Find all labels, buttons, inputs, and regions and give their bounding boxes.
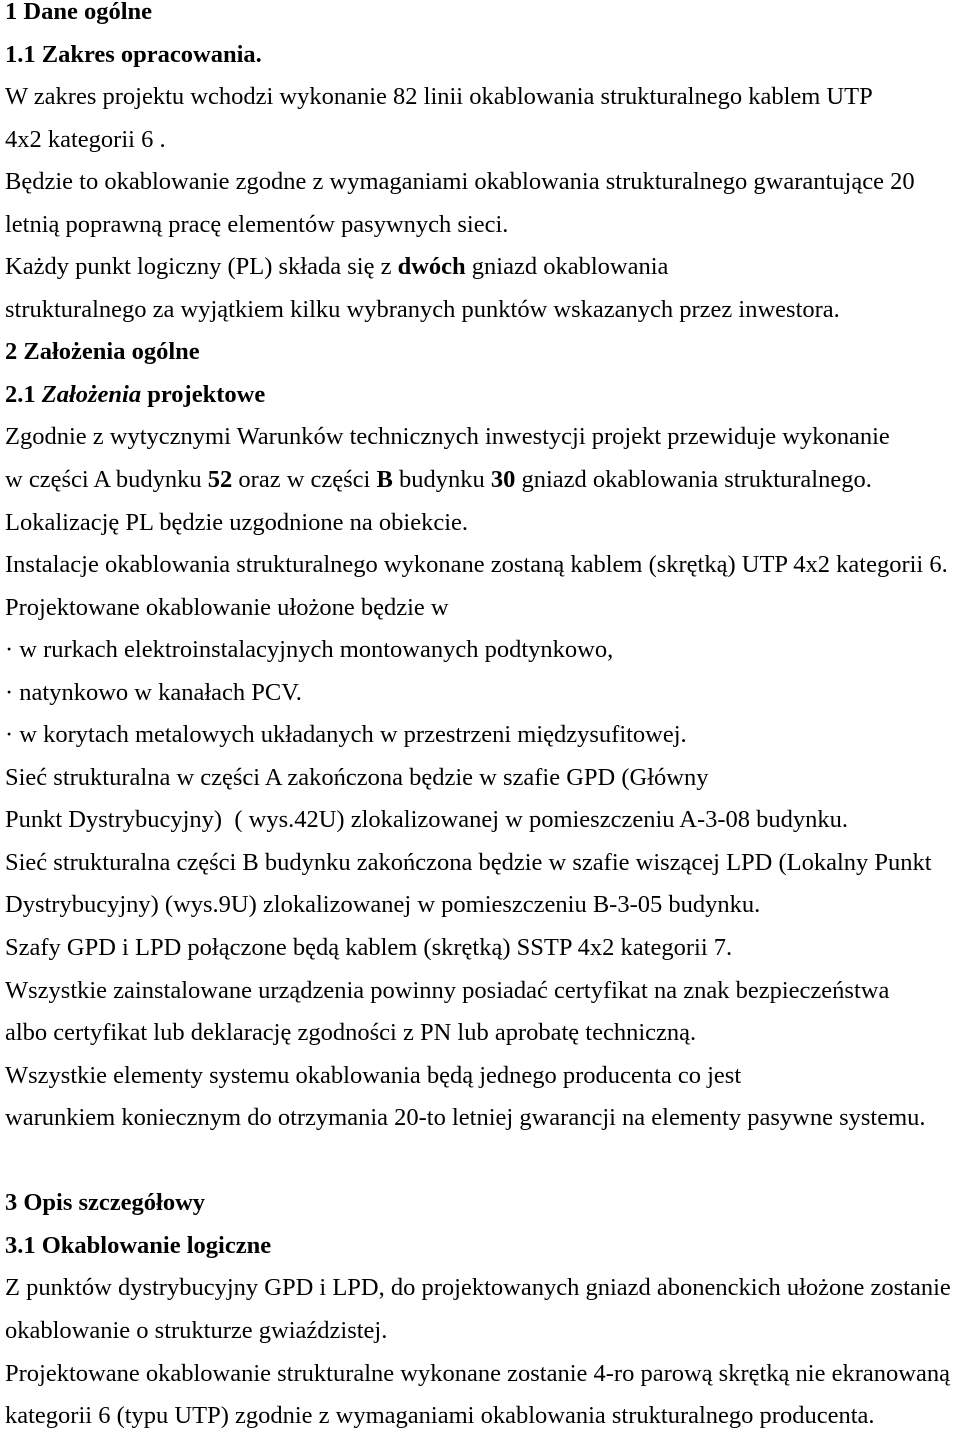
bold-text-segment: dwóch xyxy=(397,253,466,281)
section-heading: 3 Opis szczegółowy xyxy=(5,1189,206,1217)
text-segment: gniazd okablowania strukturalnego. xyxy=(515,466,872,494)
section-heading: 2 Założenia ogólne xyxy=(5,338,200,366)
text-line: kategorii 6 (typu UTP) zgodnie z wymaganiami okablowania strukturalnego producenta. xyxy=(5,1402,875,1430)
bold-text-segment: 52 xyxy=(207,466,233,494)
text-line: Instalacje okablowania strukturalnego wykonane zostaną kablem (skrętką) UTP 4x2 kategorii 6. xyxy=(5,551,948,579)
section-opis-szczegolowy xyxy=(0,1191,960,1428)
section-heading: 1 Dane ogólne xyxy=(5,0,152,25)
bullet-item: · w korytach metalowych układanych w przestrzeni międzysufitowej. xyxy=(5,721,687,749)
text-segment: Każdy punkt logiczny (PL) składa się z xyxy=(5,253,398,281)
bold-text-segment: B xyxy=(376,466,393,494)
section-zalozenia-ogolne xyxy=(0,340,960,1130)
text-line xyxy=(0,468,960,492)
section-dane-ogolne xyxy=(0,0,960,322)
heading-segment: projektowe xyxy=(141,380,266,408)
text-line: Wszystkie zainstalowane urządzenia powinny posiadać certyfikat na znak bezpieczeństwa xyxy=(5,976,890,1004)
subsection-heading: 3.1 Okablowanie logiczne xyxy=(5,1231,272,1259)
heading-number: 2.1 xyxy=(5,380,42,408)
text-line: Dystrybucyjny) (wys.9U) zlokalizowanej w pomieszczeniu B-3-05 budynku. xyxy=(5,891,761,919)
text-line: Szafy GPD i LPD połączone będą kablem (skrętką) SSTP 4x2 kategorii 7. xyxy=(5,934,733,962)
text-line: warunkiem koniecznym do otrzymania 20-to letniej gwarancji na elementy pasywne systemu. xyxy=(5,1104,926,1132)
subsection-heading xyxy=(0,380,960,408)
text-line: 4x2 kategorii 6 . xyxy=(5,125,166,153)
text-line: Zgodnie z wytycznymi Warunków technicznych inwestycji projekt przewiduje wykonanie xyxy=(5,423,890,451)
text-segment: oraz w części xyxy=(232,466,377,494)
text-segment: w części A budynku xyxy=(5,466,208,494)
text-line: Projektowane okablowanie strukturalne wykonane zostanie 4-ro parową skrętką nie ekranowaną xyxy=(5,1359,950,1387)
text-line: Sieć strukturalna w części A zakończona będzie w szafie GPD (Główny xyxy=(5,763,709,791)
italic-heading-segment: Założenia xyxy=(41,380,142,408)
bullet-item: · natynkowo w kanałach PCV. xyxy=(5,678,302,706)
text-line: strukturalnego za wyjątkiem kilku wybranych punktów wskazanych przez inwestora. xyxy=(5,295,840,323)
bullet-item: · w rurkach elektroinstalacyjnych montowanych podtynkowo, xyxy=(5,636,614,664)
subsection-heading: 1.1 Zakres opracowania. xyxy=(5,40,262,68)
text-line: Sieć strukturalna części B budynku zakończona będzie w szafie wiszącej LPD (Lokalny Punkt xyxy=(5,848,932,876)
text-line xyxy=(0,255,960,279)
text-line: Będzie to okablowanie zgodne z wymaganiami okablowania strukturalnego gwarantujące 20 xyxy=(5,168,915,196)
text-line: letnią poprawną pracę elementów pasywnych sieci. xyxy=(5,210,509,238)
text-line: Lokalizację PL będzie uzgodnione na obiekcie. xyxy=(5,508,469,536)
text-line: Z punktów dystrybucyjny GPD i LPD, do projektowanych gniazd abonenckich ułożone zostanie xyxy=(5,1274,951,1302)
text-segment: budynku xyxy=(392,466,491,494)
text-line: albo certyfikat lub deklarację zgodności z PN lub aprobatę techniczną. xyxy=(5,1019,697,1047)
bold-text-segment: 30 xyxy=(490,466,516,494)
text-line: W zakres projektu wchodzi wykonanie 82 linii okablowania strukturalnego kablem UTP xyxy=(5,83,873,111)
text-segment: gniazd okablowania xyxy=(465,253,669,281)
text-line: Wszystkie elementy systemu okablowania będą jednego producenta co jest xyxy=(5,1061,742,1089)
text-line: Punkt Dystrybucyjny) ( wys.42U) zlokalizowanej w pomieszczeniu A-3-08 budynku. xyxy=(5,806,849,834)
text-line: Projektowane okablowanie ułożone będzie w xyxy=(5,593,449,621)
text-line: okablowanie o strukturze gwiaździstej. xyxy=(5,1316,388,1344)
